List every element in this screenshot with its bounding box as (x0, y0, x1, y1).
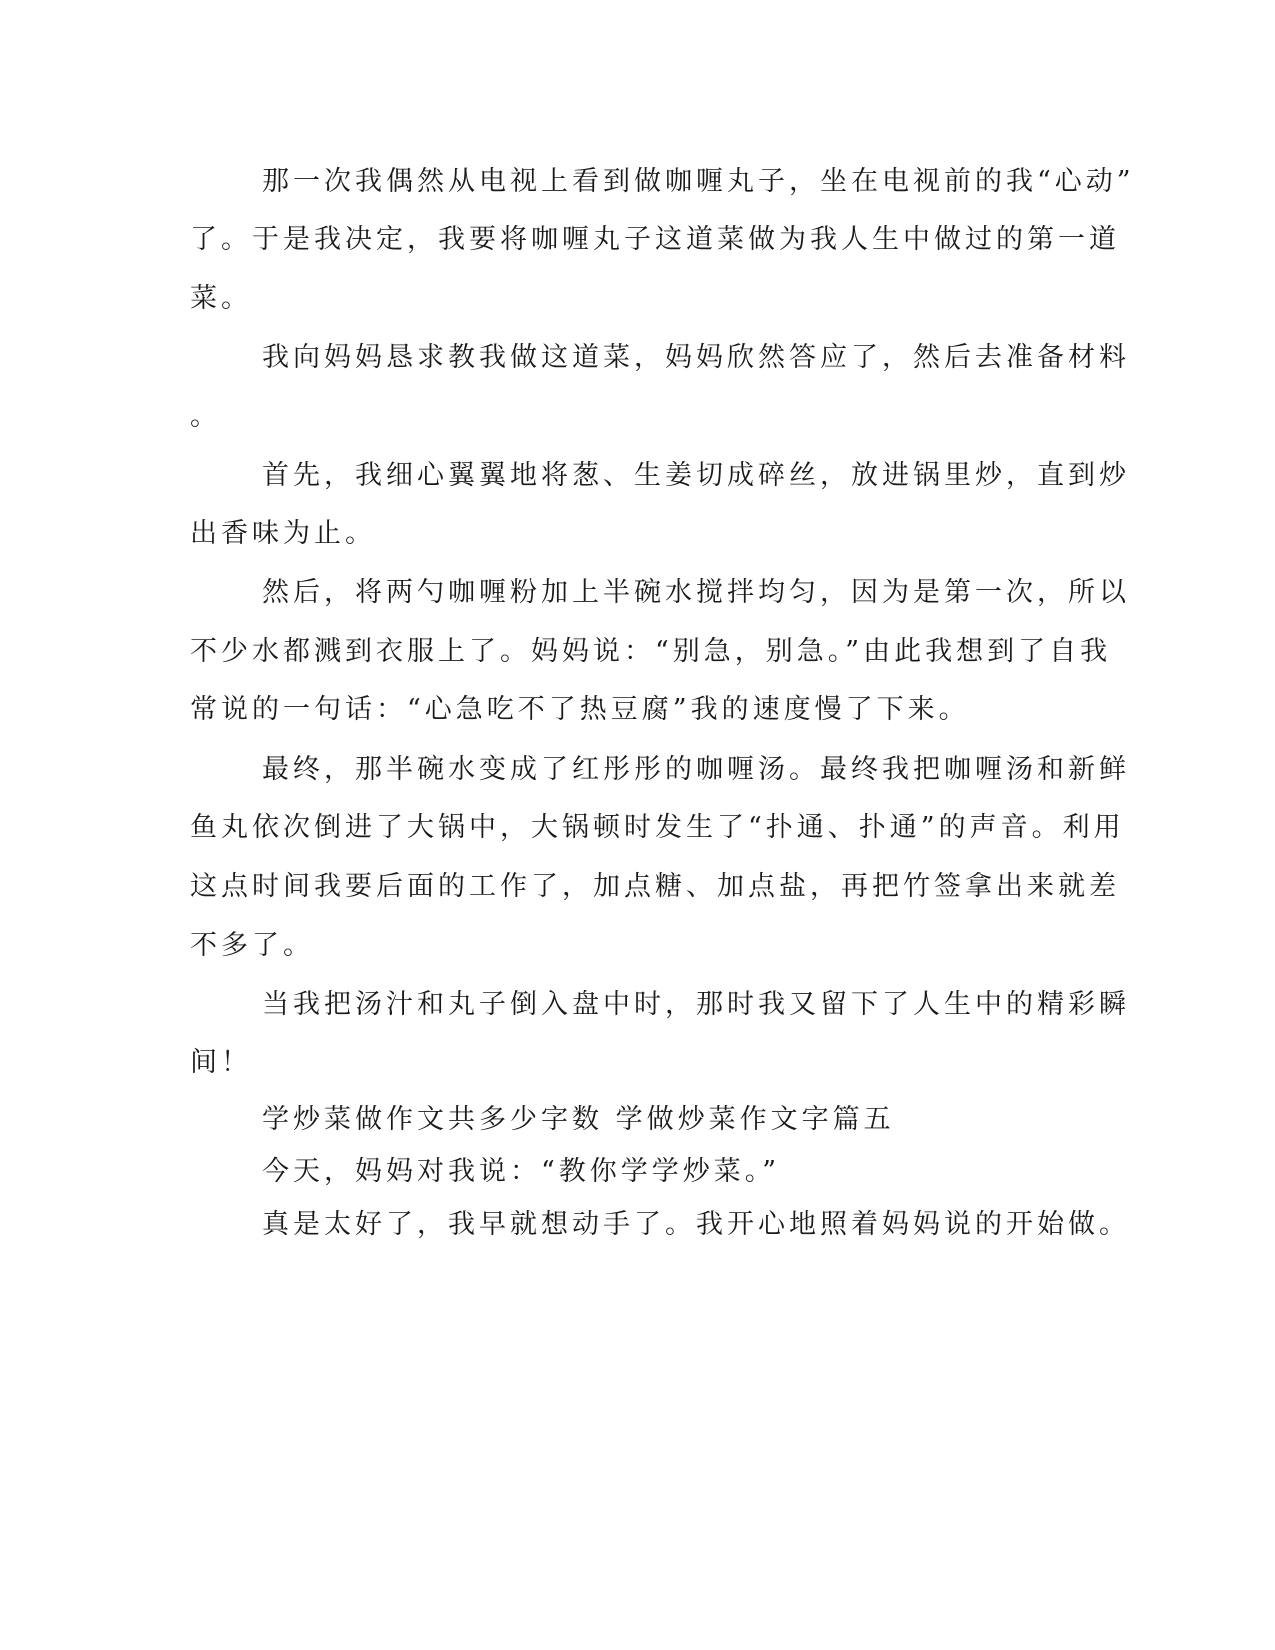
paragraph-5-line-1: 最终，那半碗水变成了红彤彤的咖喱汤。最终我把咖喱汤和新鲜 (262, 754, 1130, 785)
paragraph-5-line-3: 这点时间我要后面的工作了，加点糖、加点盐，再把竹签拿出来就差 (190, 871, 1120, 902)
paragraph-1-line-1: 那一次我偶然从电视上看到做咖喱丸子，坐在电视前的我“心动” (262, 166, 1135, 197)
paragraph-4-line-2: 不少水都溅到衣服上了。妈妈说：“别急，别急。”由此我想到了自我 (190, 636, 1112, 667)
paragraph-2-line-1: 我向妈妈恳求教我做这道菜，妈妈欣然答应了，然后去准备材料 (262, 342, 1130, 373)
paragraph-3-line-2: 出香味为止。 (190, 518, 376, 549)
paragraph-3-line-1: 首先，我细心翼翼地将葱、生姜切成碎丝，放进锅里炒，直到炒 (262, 460, 1130, 491)
paragraph-2-line-2: 。 (190, 401, 221, 432)
paragraph-5-line-2: 鱼丸依次倒进了大锅中，大锅顿时发生了“扑通、扑通”的声音。利用 (190, 812, 1125, 843)
paragraph-1-line-2: 了。于是我决定，我要将咖喱丸子这道菜做为我人生中做过的第一道 (190, 224, 1120, 255)
section-heading: 学炒菜做作文共多少字数 学做炒菜作文字篇五 (262, 1104, 895, 1135)
paragraph-6-line-2: 间！ (190, 1047, 252, 1078)
paragraph-1-line-3: 菜。 (190, 283, 252, 314)
paragraph-5-line-4: 不多了。 (190, 930, 314, 961)
paragraph-4-line-3: 常说的一句话：“心急吃不了热豆腐”我的速度慢了下来。 (190, 694, 970, 725)
paragraph-7-line-1: 今天，妈妈对我说：“教你学学炒菜。” (262, 1156, 781, 1187)
paragraph-8-line-1: 真是太好了，我早就想动手了。我开心地照着妈妈说的开始做。 (262, 1209, 1130, 1240)
paragraph-4-line-1: 然后，将两勺咖喱粉加上半碗水搅拌均匀，因为是第一次，所以 (262, 577, 1130, 608)
paragraph-6-line-1: 当我把汤汁和丸子倒入盘中时，那时我又留下了人生中的精彩瞬 (262, 989, 1130, 1020)
